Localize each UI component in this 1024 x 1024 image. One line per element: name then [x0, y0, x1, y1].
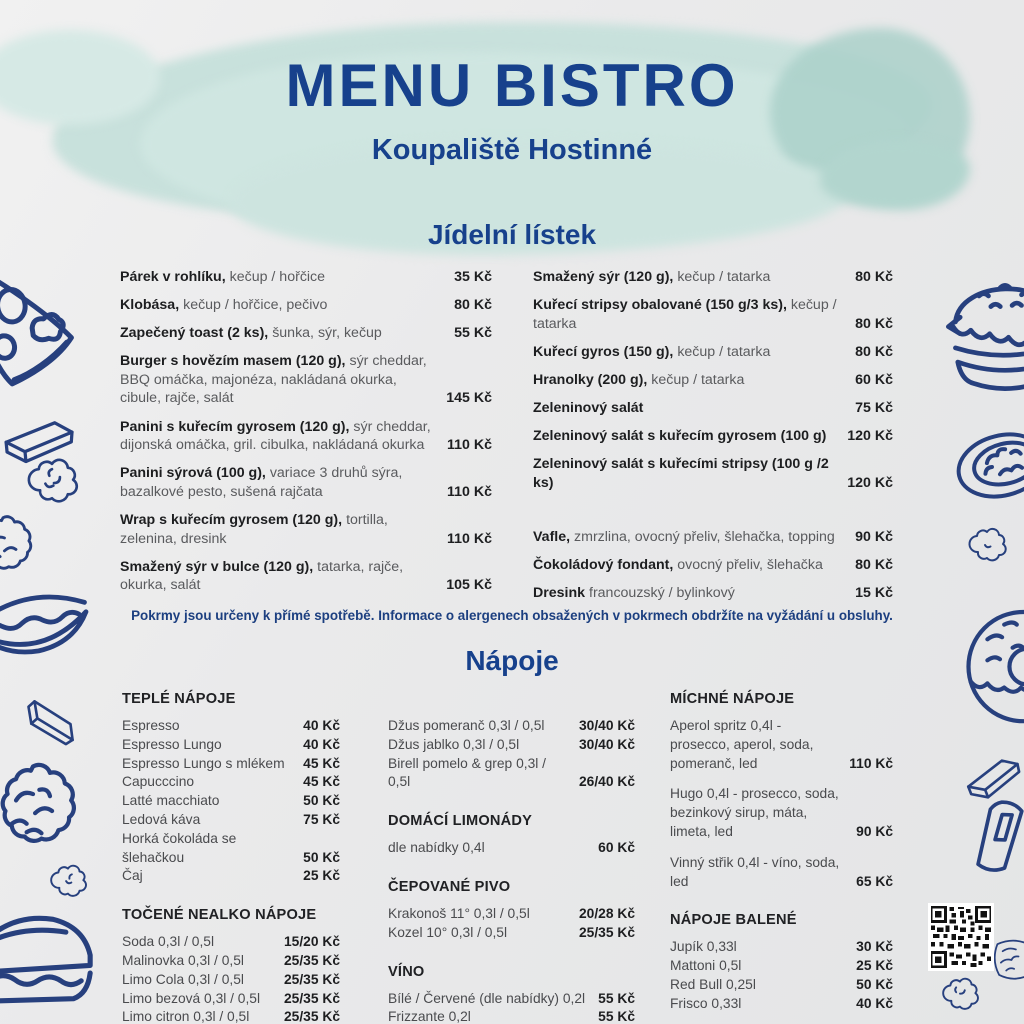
menu-item — [120, 558, 492, 595]
menu-item — [120, 418, 492, 455]
drink-row: Vinný střik 0,4l - víno, soda, led 65 Kč — [670, 854, 893, 889]
drink-row: Birell pomelo & grep 0,3l / 0,5l 26/40 Kč — [388, 755, 635, 790]
page-subtitle: Koupaliště Hostinné — [371, 134, 653, 166]
drink-group-bottled — [670, 912, 893, 1013]
cauliflower-icon — [0, 758, 98, 864]
item-desc: sýr cheddar, BBQ omáčka, majonéza, nakládaná okurka, cibule, rajče, salát — [120, 353, 427, 407]
menu-item — [533, 268, 893, 287]
group-title: NÁPOJE BALENÉ — [670, 912, 797, 929]
cauliflower-icon — [0, 512, 42, 584]
item-name: Burger s hovězím masem (120 g), — [120, 353, 346, 370]
item-price: 105 Kč — [446, 577, 492, 594]
drink-group-beer — [388, 879, 635, 943]
allergen-notice: Pokrmy jsou určeny k přímé spotřebě. Informace o alergenech obsažených v pokrmech obdržíte na vyžádání u obsluhy. — [131, 608, 893, 623]
item-desc: šunka, sýr, kečup — [272, 325, 382, 342]
item-name: Kuřecí stripsy obalované (150 g/3 ks), — [533, 297, 787, 314]
drink-group-wine — [388, 964, 635, 1024]
menu-item — [120, 296, 492, 315]
menu-item — [533, 399, 893, 418]
page-title: MENU BISTRO — [285, 52, 739, 119]
item-price: 145 Kč — [446, 390, 492, 407]
cabbage-icon — [993, 912, 1024, 1008]
food-column-right — [533, 268, 893, 612]
item-desc: tatarka, rajče, okurka, salát — [120, 558, 404, 594]
item-price: 55 Kč — [454, 325, 492, 342]
group-title: TEPLÉ NÁPOJE — [122, 691, 236, 707]
item-desc: zmrzlina, ovocný přeliv, šlehačka, topping — [574, 528, 835, 545]
item-price: 60 Kč — [855, 371, 893, 388]
item-name: Zeleninový salát s kuřecím gyrosem (100 g) — [533, 428, 827, 445]
drink-row: Frizzante 0,2l 55 Kč — [388, 1009, 635, 1024]
group-title: MÍCHNÉ NÁPOJE — [670, 691, 795, 707]
french-fry-icon — [4, 673, 102, 768]
menu-item — [533, 528, 893, 547]
menu-item — [533, 427, 893, 446]
group-title: VÍNO — [388, 963, 425, 980]
menu-item — [120, 324, 492, 343]
item-desc: tortilla, zelenina, dresink — [120, 511, 388, 547]
item-name: Zapečený toast (2 ks), — [120, 325, 269, 342]
popsicle-stick-icon — [948, 787, 1024, 897]
item-price: 90 Kč — [855, 528, 893, 545]
menu-item — [533, 584, 893, 603]
sandwich-icon — [0, 900, 94, 1018]
item-name: Kuřecí gyros (150 g), — [533, 343, 674, 360]
drink-row: Latté macchiato 50 Kč — [122, 793, 340, 809]
item-name: Klobása, — [120, 297, 180, 314]
popcorn-icon — [14, 452, 90, 518]
drink-row: Frisco 0,33l 40 Kč — [670, 995, 893, 1011]
item-desc: kečup / tatarka — [533, 297, 837, 332]
group-title — [388, 691, 635, 710]
item-name: Smažený sýr v bulce (120 g), — [120, 558, 314, 575]
drink-row: Espresso Lungo s mlékem 45 Kč — [122, 755, 340, 771]
spacer — [533, 502, 893, 528]
drink-row: Aperol spritz 0,4l - prosecco, aperol, soda, pomeranč, led 110 Kč — [670, 718, 893, 771]
drink-row: Soda 0,3l / 0,5l 15/20 Kč — [122, 934, 340, 950]
drink-row: dle nabídky 0,4l 60 Kč — [388, 840, 635, 856]
drink-group-hot — [122, 691, 340, 886]
item-desc: kečup / tatarka — [677, 269, 771, 285]
menu-item — [120, 511, 492, 548]
menu-item — [120, 352, 492, 408]
item-name: Párek v rohlíku, — [120, 269, 226, 285]
item-desc: sýr cheddar, dijonská omáčka, gril. cibulka, nakládaná okurka — [120, 418, 431, 454]
group-title: DOMÁCÍ LIMONÁDY — [388, 813, 533, 830]
qr-code — [928, 903, 994, 971]
item-price: 75 Kč — [855, 399, 893, 416]
drink-row: Čaj 25 Kč — [122, 868, 340, 884]
menu-item — [120, 268, 492, 287]
item-name: Hranolky (200 g), — [533, 371, 648, 388]
item-desc: kečup / tatarka — [677, 343, 771, 360]
drink-row: Capucccino 45 Kč — [122, 774, 340, 790]
group-title: TOČENÉ NEALKO NÁPOJE — [122, 907, 317, 924]
menu-item — [120, 464, 492, 501]
drinks-column-3 — [670, 691, 893, 1024]
drink-row: Malinovka 0,3l / 0,5l 25/35 Kč — [122, 952, 340, 968]
item-name: Vafle, — [533, 528, 571, 545]
item-price: 80 Kč — [855, 269, 893, 285]
item-price: 80 Kč — [454, 297, 492, 314]
drink-row: Hugo 0,4l - prosecco, soda, bezinkový sirup, máta, limeta, led 90 Kč — [670, 786, 893, 839]
food-column-left — [120, 268, 492, 604]
group-title: ČEPOVANÉ PIVO — [388, 878, 511, 895]
drink-row: Limo bezová 0,3l / 0,5l 25/35 Kč — [122, 990, 340, 1006]
drink-row: Džus jablko 0,3l / 0,5l 30/40 Kč — [388, 736, 635, 752]
item-desc: kečup / hořčice, pečivo — [183, 297, 328, 314]
item-desc: kečup / tatarka — [651, 371, 745, 388]
drink-row: Kozel 10° 0,3l / 0,5l 25/35 Kč — [388, 924, 635, 940]
drink-group-juice — [388, 691, 635, 792]
drink-row: Bílé / Červené (dle nabídky) 0,2l 55 Kč — [388, 990, 635, 1006]
food-section-heading: Jídelní lístek — [427, 219, 597, 250]
menu-item — [533, 556, 893, 575]
item-name: Wrap s kuřecím gyrosem (120 g), — [120, 511, 343, 528]
item-price: 80 Kč — [855, 315, 893, 332]
menu-item — [533, 296, 893, 333]
item-desc: ovocný přeliv, šlehačka — [677, 556, 823, 573]
drink-row: Espresso Lungo 40 Kč — [122, 736, 340, 752]
popcorn-icon — [962, 522, 1012, 574]
drink-row: Espresso 40 Kč — [122, 718, 340, 733]
item-price: 15 Kč — [855, 585, 893, 602]
menu-item — [533, 343, 893, 362]
item-name: Čokoládový fondant, — [533, 556, 674, 573]
item-desc: francouzský / bylinkový — [589, 585, 735, 602]
menu-item — [533, 371, 893, 390]
pizza-slice-icon — [0, 240, 106, 421]
menu-item — [533, 455, 893, 492]
item-name: Panini s kuřecím gyrosem (120 g), — [120, 418, 350, 435]
drink-row: Limo citron 0,3l / 0,5l 25/35 Kč — [122, 1009, 340, 1024]
item-price: 110 Kč — [447, 437, 492, 454]
item-desc: variace 3 druhů sýra, bazalkové pesto, sušená rajčata — [120, 465, 403, 500]
drink-group-cocktails — [670, 691, 893, 891]
drink-group-lemonade — [388, 813, 635, 858]
drinks-column-2 — [388, 691, 635, 1024]
item-name: Smažený sýr (120 g), — [533, 269, 674, 285]
tortilla-wrap-icon — [936, 392, 1024, 540]
drink-row: Jupík 0,33l 30 Kč — [670, 939, 893, 955]
drink-row: Ledová káva 75 Kč — [122, 811, 340, 827]
item-desc: kečup / hořčice — [229, 269, 326, 285]
popcorn-icon — [936, 972, 984, 1022]
drink-group-soft-draft — [122, 907, 340, 1024]
item-price: 110 Kč — [447, 483, 492, 500]
item-price: 80 Kč — [855, 343, 893, 360]
drink-row: Mattoni 0,5l 25 Kč — [670, 958, 893, 974]
drinks-column-1 — [122, 691, 340, 1024]
item-price: 80 Kč — [855, 556, 893, 573]
drink-row: Limo Cola 0,3l / 0,5l 25/35 Kč — [122, 971, 340, 987]
drink-row: Krakonoš 11° 0,3l / 0,5l 20/28 Kč — [388, 905, 635, 921]
drink-row: Džus pomeranč 0,3l / 0,5l 30/40 Kč — [388, 718, 635, 733]
item-price: 110 Kč — [447, 530, 492, 547]
drink-row: Red Bull 0,25l 50 Kč — [670, 976, 893, 992]
item-name: Zeleninový salát s kuřecími stripsy (100 g /2 ks) — [533, 456, 829, 491]
item-name: Panini sýrová (100 g), — [120, 465, 266, 482]
drink-row: Horká čokoláda se šlehačkou 50 Kč — [122, 830, 340, 865]
drinks-section-heading: Nápoje — [465, 645, 559, 676]
item-price: 120 Kč — [847, 474, 893, 491]
item-price: 120 Kč — [847, 428, 893, 445]
item-price: 35 Kč — [454, 269, 492, 285]
item-name: Zeleninový salát — [533, 399, 644, 416]
item-name: Dresink — [533, 585, 586, 602]
